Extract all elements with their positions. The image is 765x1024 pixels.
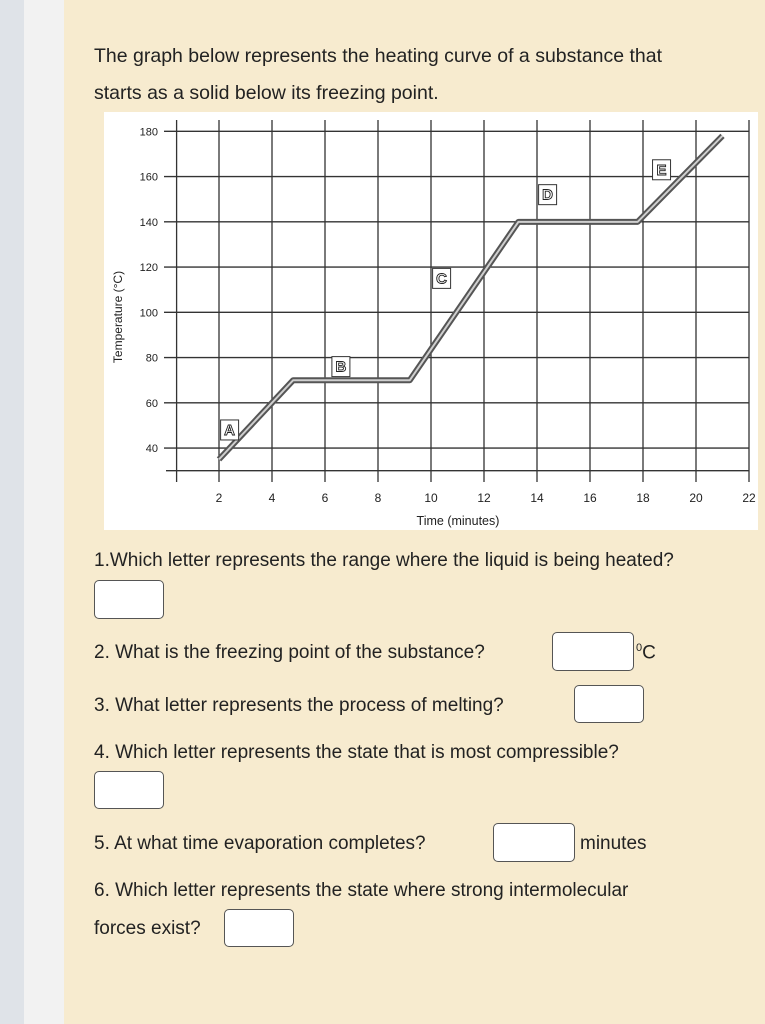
y-tick-label: 180 bbox=[139, 126, 158, 139]
x-tick-label: 20 bbox=[689, 491, 703, 505]
segment-label-a: A bbox=[224, 421, 236, 439]
degree-symbol: 0 bbox=[636, 642, 643, 654]
question-1: 1.Which letter represents the range where the liquid is being heated? bbox=[94, 550, 674, 571]
answer-box-4[interactable] bbox=[94, 771, 164, 809]
heating-curve-chart bbox=[104, 112, 758, 530]
x-tick-label: 14 bbox=[530, 491, 544, 505]
question-3: 3. What letter represents the process of melting? bbox=[94, 695, 504, 716]
answer-box-6[interactable] bbox=[224, 909, 294, 947]
x-tick-label: 8 bbox=[374, 491, 382, 505]
answer-box-5[interactable] bbox=[493, 823, 575, 862]
x-tick-labels bbox=[216, 491, 756, 505]
question-5-unit: minutes bbox=[580, 833, 647, 854]
segment-label-d: D bbox=[542, 186, 554, 204]
intro-text bbox=[94, 38, 754, 112]
celsius-unit: C bbox=[642, 642, 656, 664]
y-tick-label: 100 bbox=[139, 307, 158, 320]
y-tick-label: 40 bbox=[145, 443, 158, 456]
answer-box-2[interactable] bbox=[552, 632, 634, 671]
x-tick-label: 6 bbox=[321, 491, 329, 505]
x-tick-label: 4 bbox=[268, 491, 276, 505]
segment-label-b: B bbox=[335, 358, 347, 376]
question-2-unit bbox=[636, 642, 656, 664]
question-5: 5. At what time evaporation completes? bbox=[94, 833, 426, 854]
question-6-line-1: 6. Which letter represents the state where strong intermolecular bbox=[94, 880, 629, 901]
segment-label-e: E bbox=[656, 161, 667, 179]
x-axis-label: Time (minutes) bbox=[416, 514, 500, 528]
segment-labels bbox=[221, 160, 671, 440]
chart-svg bbox=[104, 112, 758, 530]
x-tick-label: 18 bbox=[636, 491, 650, 505]
heating-curve-line-outer bbox=[219, 136, 723, 460]
intro-line-2: starts as a solid below its freezing point. bbox=[94, 82, 439, 104]
x-tick-label: 22 bbox=[742, 491, 756, 505]
y-axis-label: Temperature (°C) bbox=[111, 270, 125, 364]
question-6-line-2: forces exist? bbox=[94, 918, 201, 939]
x-tick-label: 2 bbox=[215, 491, 223, 505]
y-tick-label: 60 bbox=[145, 397, 158, 410]
segment-label-c: C bbox=[436, 270, 448, 288]
question-2: 2. What is the freezing point of the substance? bbox=[94, 642, 485, 663]
left-margin-inner bbox=[24, 0, 64, 1024]
answer-box-3[interactable] bbox=[574, 685, 644, 723]
y-tick-label: 80 bbox=[145, 352, 158, 365]
x-tick-label: 16 bbox=[583, 491, 597, 505]
intro-line-1: The graph below represents the heating curve of a substance that bbox=[94, 45, 663, 67]
y-tick-label: 160 bbox=[139, 171, 158, 184]
y-tick-label: 120 bbox=[139, 262, 158, 275]
x-tick-label: 10 bbox=[424, 491, 438, 505]
answer-box-1[interactable] bbox=[94, 580, 164, 619]
y-tick-label: 140 bbox=[139, 216, 158, 229]
question-4: 4. Which letter represents the state that is most compressible? bbox=[94, 742, 619, 763]
y-tick-labels bbox=[140, 126, 158, 455]
x-tick-label: 12 bbox=[477, 491, 491, 505]
left-margin bbox=[0, 0, 24, 1024]
series-line bbox=[219, 136, 723, 460]
heating-curve-line-inner bbox=[219, 136, 723, 460]
